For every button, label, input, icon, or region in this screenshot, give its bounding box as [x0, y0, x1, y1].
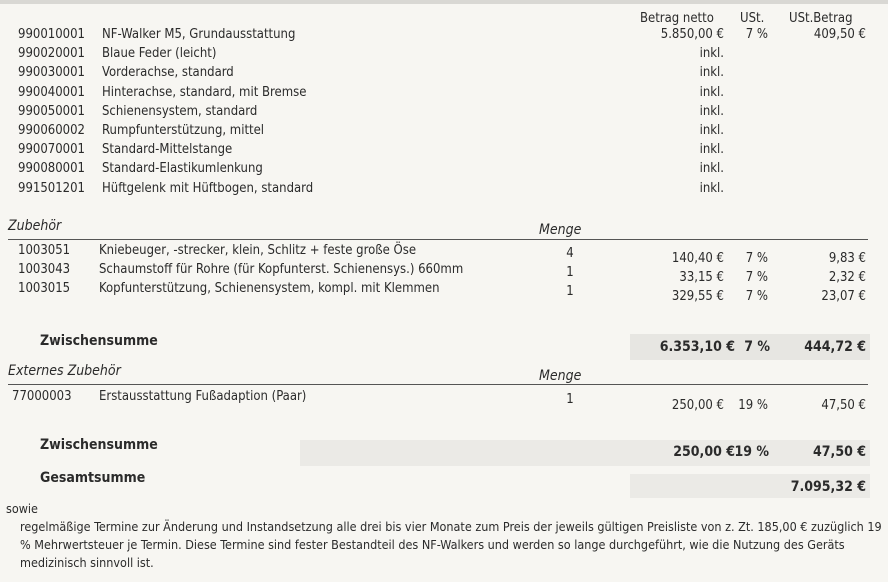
accessory-vat-rate: 7 % — [745, 270, 768, 285]
external-accessory-description: Erstausstattung Fußadaption (Paar) — [99, 389, 307, 404]
subtotal-rate: 7 % — [744, 339, 770, 355]
item-description: NF-Walker M5, Grundausstattung — [102, 27, 296, 42]
accessory-code: 1003043 — [18, 262, 71, 277]
subtotal2-tax: 47,50 € — [813, 444, 866, 460]
accessory-description: Kopfunterstützung, Schienensystem, kompl. mit Klemmen — [99, 281, 440, 296]
subtotal-amount: 6.353,10 € — [659, 339, 735, 355]
item-description: Standard-Elastikumlenkung — [102, 161, 263, 177]
item-amount: inkl. — [699, 103, 724, 119]
accessory-description: Kniebeuger, -strecker, klein, Schlitz + feste große Öse — [99, 243, 417, 258]
item-code: 990010001 — [18, 27, 85, 42]
external-accessory-code: 77000003 — [12, 389, 72, 404]
item-amount: inkl. — [699, 161, 724, 177]
accessory-description: Schaumstoff für Rohre (für Kopfunterst. Schienensys.) 660mm — [99, 262, 464, 277]
item-description: Schienensystem, standard — [102, 103, 258, 119]
zubehoer-divider — [8, 239, 868, 240]
item-amount: inkl. — [699, 142, 724, 158]
item-code: 990050001 — [18, 103, 85, 119]
external-accessory-quantity: 1 — [566, 392, 574, 407]
accessory-vat-amount: 2,32 € — [828, 270, 866, 285]
subtotal2-amount: 250,00 € — [673, 444, 735, 460]
item-code: 991501201 — [18, 180, 85, 196]
accessory-vat-rate: 7 % — [745, 251, 768, 266]
top-edge — [0, 0, 888, 4]
total-label: Gesamtsumme — [40, 470, 146, 486]
item-code: 990020001 — [18, 46, 85, 62]
item-code: 990060002 — [18, 123, 85, 138]
accessory-amount: 33,15 € — [679, 270, 724, 285]
accessory-amount: 329,55 € — [671, 289, 724, 304]
subtotal2-rate: 19 % — [734, 444, 769, 460]
external-accessory-vat-amount: 47,50 € — [821, 398, 866, 413]
header-betrag-netto: Betrag netto — [640, 11, 714, 26]
item-code: 990040001 — [18, 84, 85, 100]
external-accessory-amount: 250,00 € — [671, 398, 724, 413]
item-amount: inkl. — [699, 46, 724, 62]
externes-menge-label: Menge — [539, 368, 582, 384]
item-vat-amount: 409,50 € — [813, 27, 866, 42]
subtotal2-label: Zwischensumme — [40, 437, 158, 453]
item-amount: inkl. — [699, 180, 724, 196]
item-amount: 5.850,00 € — [660, 27, 724, 42]
item-amount: inkl. — [699, 65, 724, 81]
item-code: 990080001 — [18, 161, 85, 177]
accessory-vat-rate: 7 % — [745, 289, 768, 304]
accessory-quantity: 1 — [566, 265, 574, 280]
accessory-code: 1003051 — [18, 243, 71, 258]
zubehoer-menge-label: Menge — [539, 222, 582, 238]
item-description: Blaue Feder (leicht) — [102, 46, 217, 62]
subtotal-tax: 444,72 € — [804, 339, 866, 355]
item-amount: inkl. — [699, 123, 724, 138]
header-ust-betrag: USt.Betrag — [789, 11, 853, 26]
externes-divider — [8, 384, 868, 385]
service-note — [6, 500, 882, 572]
subtotal-label: Zwischensumme — [40, 333, 158, 349]
note-lead: sowie — [6, 501, 38, 516]
note-body: regelmäßige Termine zur Änderung und Instandsetzung alle drei bis vier Monate zum Preis der jeweils gültigen Preisliste von z. Zt. 185,00 € zuzüglich 19 % Mehrwertsteuer je Termin. Diese Termine sind fester Bestandteil des NF-Walkers und werden so lange durchgeführt, wie die Nutzung des Geräts medizinisch sinnvoll ist. — [20, 519, 882, 570]
accessory-quantity: 4 — [566, 246, 574, 261]
accessory-vat-amount: 23,07 € — [821, 289, 866, 304]
accessory-vat-amount: 9,83 € — [828, 251, 866, 266]
item-description: Hüftgelenk mit Hüftbogen, standard — [102, 180, 314, 196]
external-accessory-vat-rate: 19 % — [738, 398, 768, 413]
externes-title: Externes Zubehör — [8, 363, 121, 379]
total-amount: 7.095,32 € — [790, 479, 866, 495]
header-ust: USt. — [740, 11, 765, 26]
accessory-quantity: 1 — [566, 284, 574, 299]
accessory-amount: 140,40 € — [671, 251, 724, 266]
item-description: Hinterachse, standard, mit Bremse — [102, 84, 307, 100]
accessory-code: 1003015 — [18, 281, 71, 296]
zubehoer-title: Zubehör — [8, 218, 62, 234]
item-code: 990070001 — [18, 142, 85, 158]
item-code: 990030001 — [18, 65, 85, 81]
item-vat-rate: 7 % — [745, 27, 768, 42]
item-amount: inkl. — [699, 84, 724, 100]
item-description: Rumpfunterstützung, mittel — [102, 123, 265, 138]
item-description: Standard-Mittelstange — [102, 142, 233, 158]
item-description: Vorderachse, standard — [102, 65, 234, 81]
